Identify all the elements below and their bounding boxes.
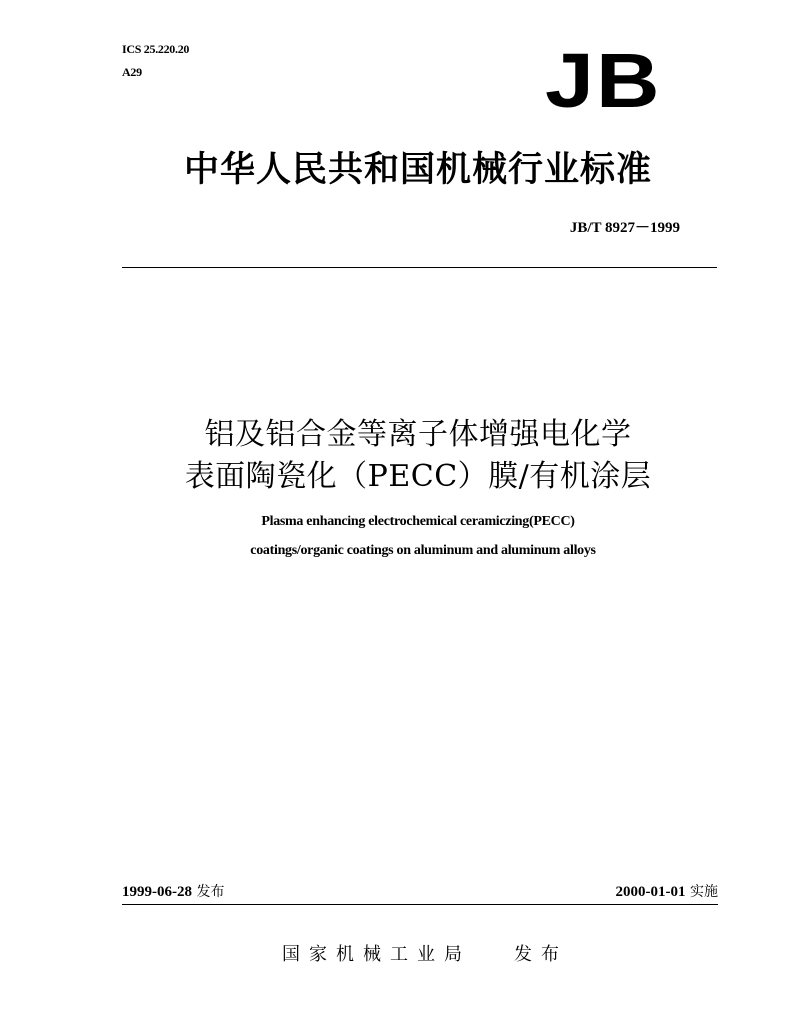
- implement-date-block: [616, 881, 718, 901]
- english-title-line-2: coatings/organic coatings on aluminum and aluminum alloys: [250, 543, 596, 558]
- jb-logo: JB: [545, 36, 662, 124]
- top-rule: [122, 267, 717, 268]
- standard-code: JB/T 8927－1999: [569, 220, 680, 236]
- chinese-title-line-1: 铝及铝合金等离子体增强电化学: [204, 417, 632, 452]
- chinese-title-line-2: 表面陶瓷化（PECC）膜/有机涂层: [184, 459, 652, 494]
- ics-code: ICS 25.220.20: [122, 42, 190, 56]
- issue-date: 1999-06-28: [122, 884, 192, 900]
- ccs-code: A29: [122, 65, 142, 79]
- english-title-line-1: Plasma enhancing electrochemical ceramiczing(PECC): [261, 514, 575, 529]
- implement-date: 2000-01-01: [615, 884, 686, 900]
- publisher-action: 发布: [514, 944, 568, 965]
- implement-label: 实施: [690, 884, 718, 900]
- publisher-name: 国家机械工业局: [282, 944, 471, 965]
- bottom-rule: [122, 904, 718, 905]
- issue-label: 发布: [196, 884, 225, 900]
- standard-title: 中华人民共和国机械行业标准: [183, 150, 652, 190]
- issue-date-block: [122, 881, 224, 901]
